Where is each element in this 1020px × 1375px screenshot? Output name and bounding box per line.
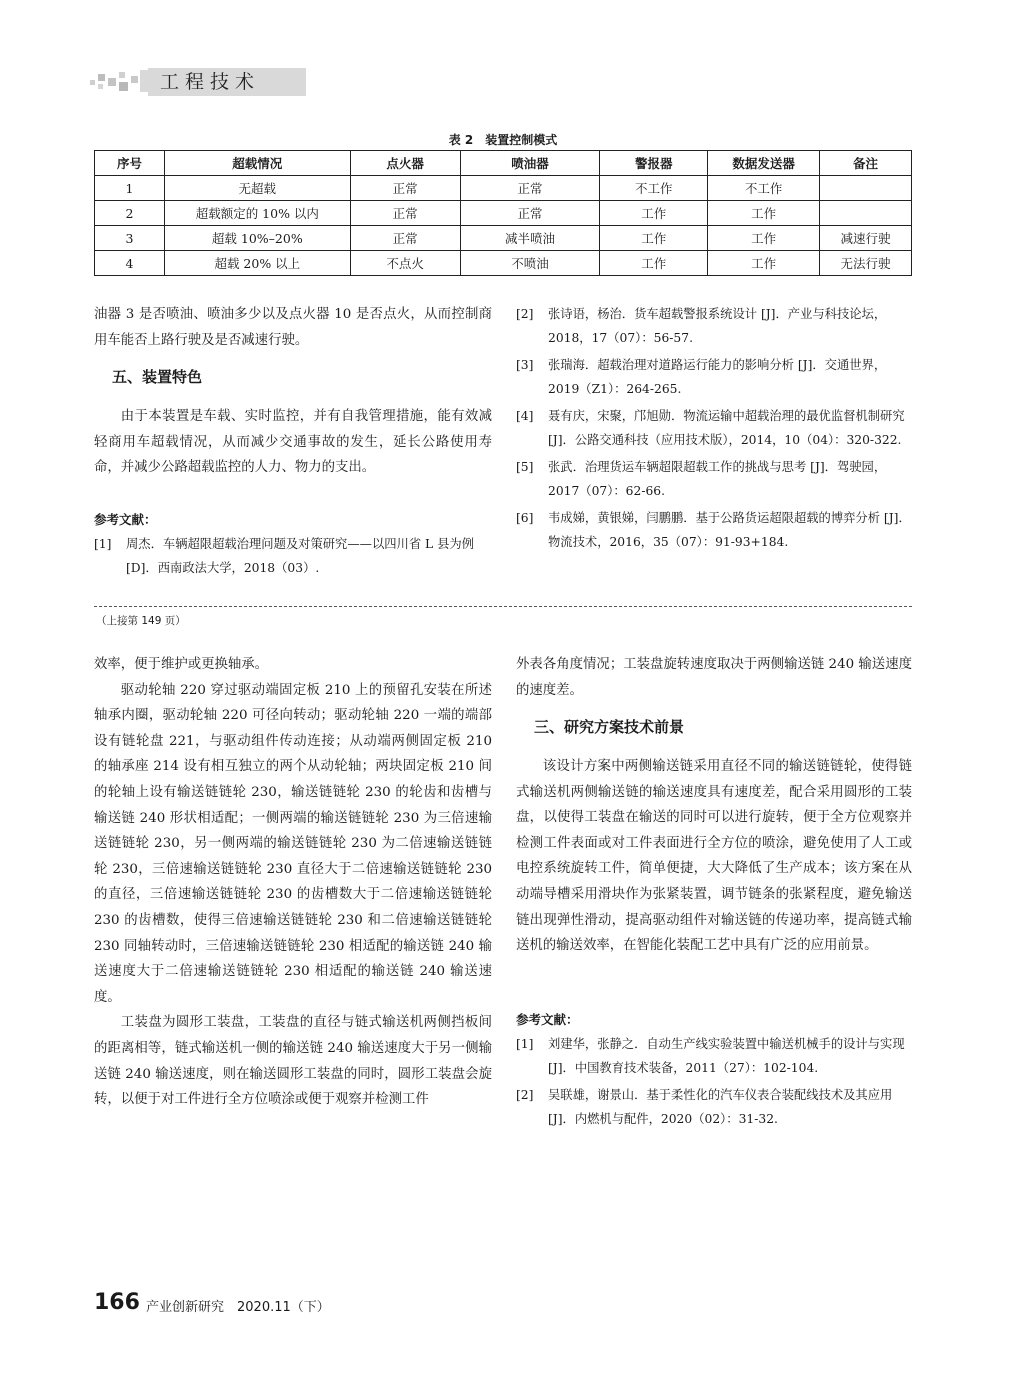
table-cell: 正常 — [350, 226, 460, 251]
reference-text: 吴联雄，谢景山．基于柔性化的汽车仪表合装配线技术及其应用 [J]．内燃机与配件，2020（02）：31-32. — [548, 1088, 893, 1126]
reference-number: [2] — [516, 1088, 534, 1102]
table-cell: 不工作 — [600, 176, 708, 201]
bottom-right-paragraph — [516, 652, 912, 703]
table-cell: 工作 — [600, 226, 708, 251]
section-header-title: 工程技术 — [160, 71, 261, 93]
table-header-row — [95, 151, 912, 176]
table-cell: 不喷油 — [460, 251, 600, 276]
paragraph: 油器 3 是否喷油、喷油多少以及点火器 10 是否点火，从而控制商用车能否上路行驶及是否减速行驶。 — [94, 307, 492, 348]
journal-issue: 产业创新研究 2020.11（下） — [146, 1300, 330, 1315]
table-cell: 不点火 — [350, 251, 460, 276]
reference-item — [516, 506, 912, 554]
reference-text: 张武．治理货运车辆超限超载工作的挑战与思考 [J]．驾驶园，2017（07）：62-66. — [548, 460, 887, 498]
reference-number: [1] — [94, 537, 112, 551]
table-cell: 减半喷油 — [460, 226, 600, 251]
table-cell: 减速行驶 — [820, 226, 912, 251]
reference-text: 刘建华，张静之．自动生产线实验装置中输送机械手的设计与实现 [J]．中国教育技术装备，2011（27）：102-104. — [548, 1037, 905, 1075]
table-cell: 不工作 — [708, 176, 820, 201]
reference-item — [516, 1032, 912, 1080]
reference-number: [3] — [516, 358, 534, 372]
table-row — [95, 201, 912, 226]
reference-text: 韦成娣，黄银娣，闫鹏鹏．基于公路货运超限超载的博弈分析 [J]．物流技术，2016，35（07）：91-93+184. — [548, 511, 911, 549]
section-five-body — [94, 404, 492, 481]
table-cell: 工作 — [600, 251, 708, 276]
table-cell: 正常 — [350, 201, 460, 226]
table-cell: 工作 — [708, 201, 820, 226]
table-header-cell: 点火器 — [350, 151, 460, 176]
reference-list — [516, 302, 912, 557]
table-header-cell: 警报器 — [600, 151, 708, 176]
control-mode-table — [94, 150, 912, 276]
reference-number: [1] — [516, 1037, 534, 1051]
table-cell: 正常 — [460, 176, 600, 201]
paragraph: 工装盘为圆形工装盘，工装盘的直径与链式输送机两侧挡板间的距离相等，链式输送机一侧的输送链 240 输送速度大于另一侧输送链 240 输送速度，则在输送圆形工装盘的同时，圆形工装盘会旋转，以便于对工件进行全方位喷涂或便于观察并检测工件 — [94, 1015, 492, 1108]
table-cell: 2 — [95, 201, 165, 226]
table-cell — [820, 176, 912, 201]
table-cell — [820, 201, 912, 226]
table-header-cell: 喷油器 — [460, 151, 600, 176]
bottom-left-column — [94, 652, 492, 1113]
section-divider — [94, 606, 912, 607]
continuation-note: （上接第 149 页） — [96, 615, 186, 627]
table-cell: 1 — [95, 176, 165, 201]
table-cell: 正常 — [350, 176, 460, 201]
reference-item — [516, 455, 912, 503]
table-header-cell: 超载情况 — [164, 151, 350, 176]
table-cell: 超载 10%–20% — [164, 226, 350, 251]
table-cell: 无法行驶 — [820, 251, 912, 276]
section-three-title: 三、研究方案技术前景 — [534, 718, 685, 736]
reference-text: 周杰．车辆超限超载治理问题及对策研究——以四川省 L 县为例 [D]．西南政法大学，2018（03）. — [126, 537, 475, 575]
reference-number: [4] — [516, 409, 534, 423]
paragraph: 外表各角度情况；工装盘旋转速度取决于两侧输送链 240 输送速度的速度差。 — [516, 657, 912, 698]
reference-item — [516, 1083, 912, 1131]
table-cell: 正常 — [460, 201, 600, 226]
paragraph: 该设计方案中两侧输送链采用直径不同的输送链链轮，使得链式输送机两侧输送链的输送速度具有速度差，配合采用圆形的工装盘，以使得工装盘在输送的同时可以进行旋转，便于全方位观察并检测工件表面或对工件表面进行全方位的喷涂，避免使用了人工或电控系统旋转工件，简单便捷，大大降低了生产成本；该方案在从动端导槽采用滑块作为张紧装置，调节链条的张紧程度，避免输送链出现弹性滑动，提高驱动组件对输送链的传递功率，提高链式输送机的输送效率，在智能化装配工艺中具有广泛的应用前景。 — [516, 759, 912, 954]
paragraph: 驱动轮轴 220 穿过驱动端固定板 210 上的预留孔安装在所述轴承内圈，驱动轮轴 220 可径向转动；驱动轮轴 220 一端的端部设有链轮盘 221，与驱动组件传动连接；从动端两侧固定板 210 的轴承座 214 设有相互独立的两个从动轮轴；两块固定板 210 间的轮轴上设有输送链链轮 230，输送链链轮 230 的轮齿和齿槽与输送链 240 形状相适配；一侧两端的输送链链轮 230 为三倍速输送链链轮 230，另一侧两端的输送链链轮 230 为二倍速输送链链轮 230，三倍速输送链链轮 230 直径大于二倍速输送链链轮 230 的直径，三倍速输送链链轮 230 的齿槽数大于二倍速输送链链轮 230 的齿槽数，使得三倍速输送链链轮 230 和二倍速输送链链轮 230 同轴转动时，三倍速输送链链轮 230 相适配的输送链 240 输送速度大于二倍速输送链链轮 230 相适配的输送链 240 输送速度。 — [94, 682, 492, 1005]
table-header-cell: 序号 — [95, 151, 165, 176]
table-cell: 超载 20% 以上 — [164, 251, 350, 276]
reference-item — [94, 532, 492, 580]
table-cell: 工作 — [708, 251, 820, 276]
reference-number: [5] — [516, 460, 534, 474]
reference-text: 张诗语，杨治．货车超载警报系统设计 [J]．产业与科技论坛，2018，17（07）：56-57. — [548, 307, 887, 345]
paragraph: 效率，便于维护或更换轴承。 — [94, 657, 269, 672]
reference-number: [6] — [516, 511, 534, 525]
table-header-cell: 数据发送器 — [708, 151, 820, 176]
table-cell: 3 — [95, 226, 165, 251]
reference-text: 聂有庆，宋聚，邝旭勋．物流运输中超载治理的最优监督机制研究 [J]．公路交通科技（应用技术版），2014，10（04）：320-322. — [548, 409, 905, 447]
page-number: 166 — [94, 1290, 140, 1315]
paragraph: 由于本装置是车载、实时监控，并有自我管理措施，能有效减轻商用车超载情况，从而减少交通事故的发生，延长公路使用寿命，并减少公路超载监控的人力、物力的支出。 — [94, 409, 492, 476]
references-heading: 参考文献： — [516, 1012, 579, 1027]
references-heading: 参考文献： — [94, 512, 157, 527]
table-cell: 工作 — [600, 201, 708, 226]
section-five-title: 五、装置特色 — [112, 368, 203, 386]
table-cell: 无超载 — [164, 176, 350, 201]
table-caption: 表 2 装置控制模式 — [448, 133, 558, 147]
reference-list — [516, 1032, 912, 1134]
reference-number: [2] — [516, 307, 534, 321]
table-row — [95, 176, 912, 201]
reference-item — [516, 302, 912, 350]
section-three-body — [516, 754, 912, 959]
table-cell: 超载额定的 10% 以内 — [164, 201, 350, 226]
reference-item — [516, 353, 912, 401]
top-left-paragraph — [94, 302, 492, 353]
reference-list — [94, 532, 492, 583]
table-header-cell: 备注 — [820, 151, 912, 176]
table-cell: 工作 — [708, 226, 820, 251]
reference-text: 张瑞海．超载治理对道路运行能力的影响分析 [J]．交通世界，2019（Z1）：264-265. — [548, 358, 887, 396]
table-cell: 4 — [95, 251, 165, 276]
table-row — [95, 251, 912, 276]
reference-item — [516, 404, 912, 452]
table-row — [95, 226, 912, 251]
